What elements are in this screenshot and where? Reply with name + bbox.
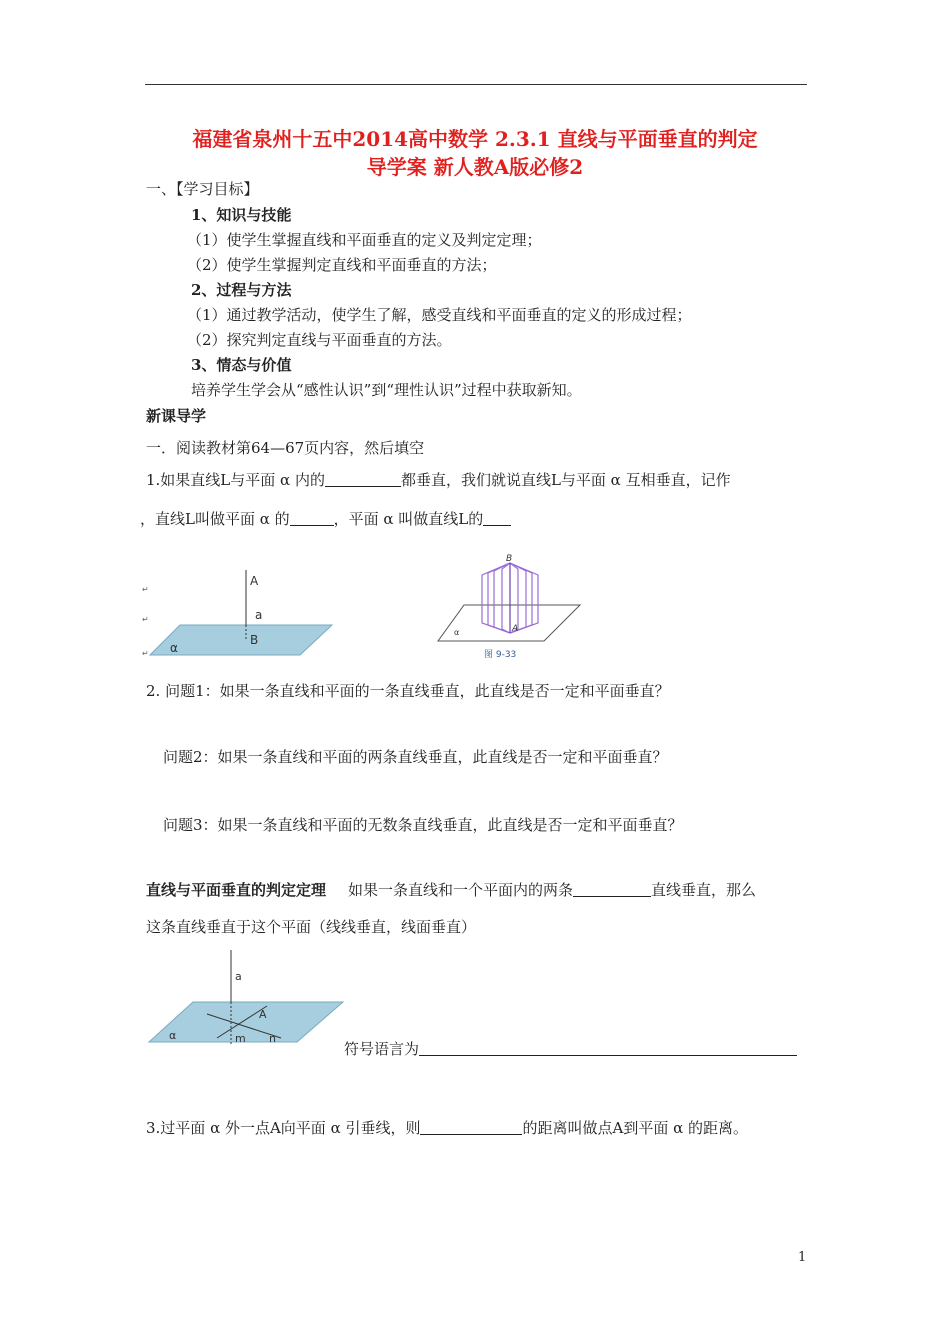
fig1-point-b: B — [250, 633, 259, 647]
theorem-line2: 这条直线垂直于这个平面（线线垂直，线面垂直） — [146, 918, 477, 936]
doc-title-line2: 导学案 新人教A版必修2 — [366, 155, 584, 179]
question-3 — [146, 1117, 748, 1138]
fig3-point-a: A — [259, 1008, 267, 1021]
process-heading: 2、过程与方法 — [191, 281, 292, 299]
objectives-heading: 一、【学习目标】 — [146, 180, 259, 198]
emotion-item-1: 培养学生学会从“感性认识”到“理性认识”过程中获取新知。 — [191, 381, 582, 399]
symbol-language-line — [344, 1038, 797, 1059]
q1-text-c: ，直线L叫做平面 α 的 — [140, 510, 290, 528]
figure-line-perpendicular-plane — [140, 560, 340, 660]
q1-text-d: ，平面 α 叫做直线L的 — [333, 510, 484, 528]
theorem-line1 — [146, 879, 756, 900]
fig2-top-label: B — [506, 554, 513, 564]
fig2-caption: 图 9-33 — [484, 650, 517, 660]
theorem-text-a: 如果一条直线和一个平面内的两条 — [348, 881, 574, 899]
question-2-2: 问题2：如果一条直线和平面的两条直线垂直，此直线是否一定和平面垂直？ — [163, 748, 668, 766]
fig3-line-a: a — [235, 970, 242, 983]
q3-text-b: 的距离叫做点A到平面 α 的距离。 — [522, 1119, 748, 1137]
symbol-label: 符号语言为 — [344, 1040, 420, 1058]
header-rule — [145, 84, 807, 85]
q1-text-b: 都垂直，我们就说直线L与平面 α 互相垂直，记作 — [400, 471, 731, 489]
symbol-blank[interactable] — [419, 1040, 797, 1056]
emotion-heading: 3、情态与价值 — [191, 356, 292, 374]
reading-instruction: 一．阅读教材第64—67页内容，然后填空 — [146, 439, 425, 457]
q1-text-a: 1.如果直线L与平面 α 内的 — [146, 471, 325, 489]
fig2-mid-label: A — [512, 624, 519, 634]
process-item-1: （1）通过教学活动，使学生了解，感受直线和平面垂直的定义的形成过程； — [187, 306, 692, 324]
svg-text:↵: ↵ — [142, 649, 149, 658]
doc-title-line1: 福建省泉州十五中2014高中数学 2.3.1 直线与平面垂直的判定 — [192, 127, 758, 151]
figure-theorem-diagram — [145, 950, 350, 1050]
fig1-plane-label: α — [170, 641, 178, 655]
fig1-line-a: a — [255, 608, 263, 622]
fig3-line-m: m — [235, 1032, 246, 1045]
question-2: 2. 问题1：如果一条直线和平面的一条直线垂直，此直线是否一定和平面垂直？ — [146, 682, 670, 700]
fig3-line-n: n — [269, 1032, 276, 1045]
fig2-plane-label: α — [454, 628, 460, 637]
question-2-3: 问题3：如果一条直线和平面的无数条直线垂直，此直线是否一定和平面垂直？ — [163, 816, 683, 834]
process-item-2: （2）探究判定直线与平面垂直的方法。 — [187, 331, 452, 349]
knowledge-item-1: （1）使学生掌握直线和平面垂直的定义及判定定理； — [187, 231, 542, 249]
fig3-plane-label: α — [169, 1029, 177, 1042]
question-1-line2 — [140, 508, 511, 529]
figure-book-pages — [432, 553, 592, 663]
page-number: 1 — [798, 1250, 807, 1265]
theorem-blank[interactable] — [573, 881, 651, 897]
q3-text-a: 3.过平面 α 外一点A向平面 α 引垂线，则 — [146, 1119, 421, 1137]
q1-blank-3[interactable] — [483, 510, 511, 526]
knowledge-item-2: （2）使学生掌握判定直线和平面垂直的方法； — [187, 256, 497, 274]
q1-blank-1[interactable] — [325, 471, 401, 487]
q3-blank[interactable] — [420, 1119, 522, 1135]
new-lesson-heading: 新课导学 — [146, 407, 207, 425]
knowledge-heading: 1、知识与技能 — [191, 206, 292, 224]
svg-text:↵: ↵ — [142, 615, 149, 624]
theorem-label: 直线与平面垂直的判定定理 — [146, 881, 327, 899]
theorem-text-b: 直线垂直，那么 — [651, 881, 757, 899]
svg-text:↵: ↵ — [142, 585, 149, 594]
question-1-line1 — [146, 469, 731, 490]
fig1-point-a: A — [250, 574, 259, 588]
q1-blank-2[interactable] — [290, 510, 334, 526]
